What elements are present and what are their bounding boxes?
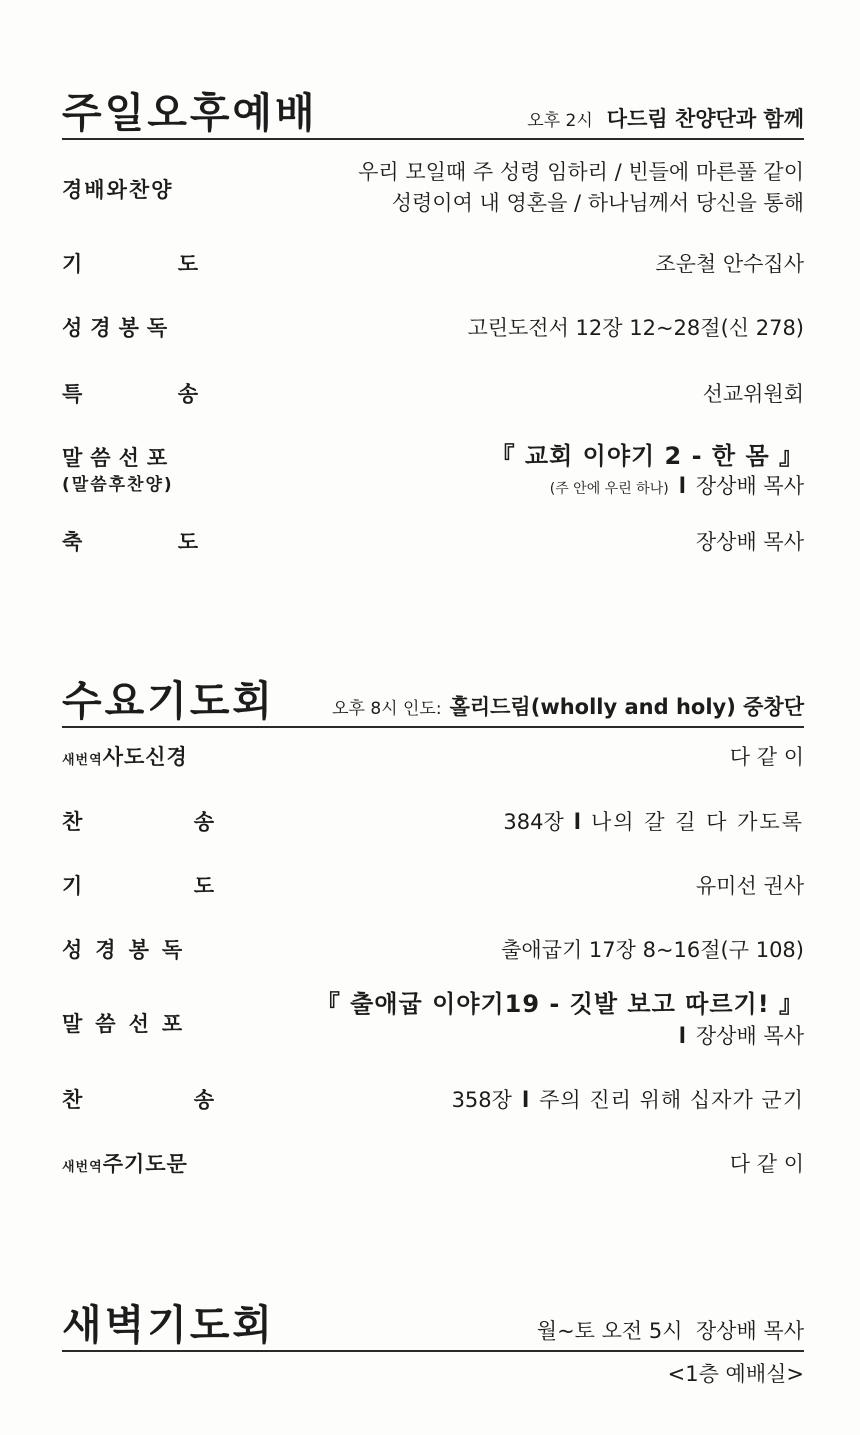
hymn2-label: [62, 1090, 214, 1111]
special-value: 선교위원회: [702, 382, 804, 406]
worship-label: 경배와찬양: [62, 178, 174, 202]
wed-scripture-value: 출애굽기 17장 8~16절(구 108): [501, 938, 804, 962]
dawn-location: <1층 예배실>: [667, 1362, 804, 1386]
prayer-label-2: 도: [177, 252, 198, 276]
lords-label: [62, 1154, 188, 1175]
special-label: [62, 384, 198, 405]
sermon-sublabel: (말씀후찬양): [62, 475, 174, 495]
wed-prayer-label: [62, 876, 214, 897]
sermon-label-text: 말씀선포: [62, 446, 176, 470]
sunday-time: 오후 2시: [527, 111, 593, 131]
sunday-choir: 다드림 찬양단과 함께: [606, 107, 804, 131]
worship-line-1: 우리 모일때 주 성령 임하리 / 빈들에 마른풀 같이: [358, 160, 804, 184]
creed-value: 다 같 이: [729, 745, 804, 769]
wed-sermon-label: 말씀선포: [62, 1012, 196, 1036]
hymn1-label-1: 찬: [62, 810, 83, 834]
wednesday-header: [62, 668, 804, 728]
hymn2-label-1: 찬: [62, 1088, 83, 1112]
blessing-label-1: 축: [62, 530, 83, 554]
hymn2-label-2: 송: [193, 1088, 214, 1112]
hymn1-title: 나의 갈 길 다 가도록: [591, 810, 804, 834]
prayer-label: [62, 254, 198, 275]
wednesday-title: 수요기도회: [62, 677, 276, 725]
hymn2-number: 358장: [451, 1088, 512, 1112]
sermon-song: (주 안에 우린 하나): [549, 481, 669, 497]
hymn2-title: 주의 진리 위해 십자가 군기: [539, 1088, 804, 1112]
sermon-info: [491, 476, 804, 497]
sunday-subtitle: [527, 109, 804, 130]
creed-label: [62, 747, 188, 768]
wed-prayer-label-2: 도: [193, 874, 214, 898]
sermon-title: 『 교회 이야기 2 - 한 몸 』: [490, 442, 804, 470]
creed-label-text: 사도신경: [102, 745, 188, 769]
lords-value: 다 같 이: [729, 1152, 804, 1176]
dawn-info: 월~토 오전 5시 장상배 목사: [536, 1319, 804, 1343]
separator: l: [521, 1088, 530, 1112]
creed-prefix: 새번역: [62, 753, 103, 768]
hymn1-value: [503, 812, 804, 833]
worship-line-2: 성령이여 내 영혼을 / 하나님께서 당신을 통해: [391, 191, 804, 215]
separator: l: [678, 1024, 686, 1048]
dawn-title: 새벽기도회: [62, 1301, 276, 1349]
separator: l: [573, 810, 581, 834]
sermon-label: [62, 448, 175, 494]
blessing-label-2: 도: [177, 530, 198, 554]
scripture-value: 고린도전서 12장 12~28절(신 278): [467, 316, 804, 340]
wed-sermon-info: [316, 1026, 804, 1047]
wed-sermon-block: [316, 992, 804, 1047]
scripture-label: 성경봉독: [62, 316, 176, 340]
wednesday-section: [62, 668, 804, 728]
hymn1-label-2: 송: [193, 810, 214, 834]
sunday-header: [62, 80, 804, 140]
wed-prayer-value: 유미선 권사: [695, 874, 804, 898]
lords-label-text: 주기도문: [102, 1152, 188, 1176]
wed-sermon-title: 『 출애굽 이야기19 - 깃발 보고 따르기! 』: [315, 990, 804, 1018]
lords-prefix: 새번역: [62, 1160, 103, 1175]
sermon-block: [491, 444, 804, 497]
hymn1-label: [62, 812, 214, 833]
worship-songs: [358, 162, 804, 224]
sermon-preacher: 장상배 목사: [695, 474, 804, 498]
dawn-header: [62, 1292, 804, 1352]
wed-scripture-label: 성경봉독: [62, 938, 196, 962]
sunday-section: [62, 80, 804, 140]
wednesday-leader: 홀리드림(wholly and holy) 중창단: [449, 695, 804, 719]
special-label-2: 송: [177, 382, 198, 406]
blessing-value: 장상배 목사: [695, 530, 804, 554]
prayer-label-1: 기: [62, 252, 83, 276]
special-label-1: 특: [62, 382, 83, 406]
wed-sermon-preacher: 장상배 목사: [695, 1024, 804, 1048]
wednesday-subtitle: [332, 697, 804, 718]
prayer-value: 조운철 안수집사: [655, 252, 804, 276]
sunday-title: 주일오후예배: [62, 89, 318, 137]
wed-prayer-label-1: 기: [62, 874, 83, 898]
hymn1-number: 384장: [503, 810, 564, 834]
wednesday-time: 오후 8시 인도:: [332, 699, 442, 719]
dawn-section: [62, 1292, 804, 1386]
blessing-label: [62, 532, 198, 553]
separator: l: [678, 474, 686, 498]
hymn2-value: [452, 1090, 804, 1111]
